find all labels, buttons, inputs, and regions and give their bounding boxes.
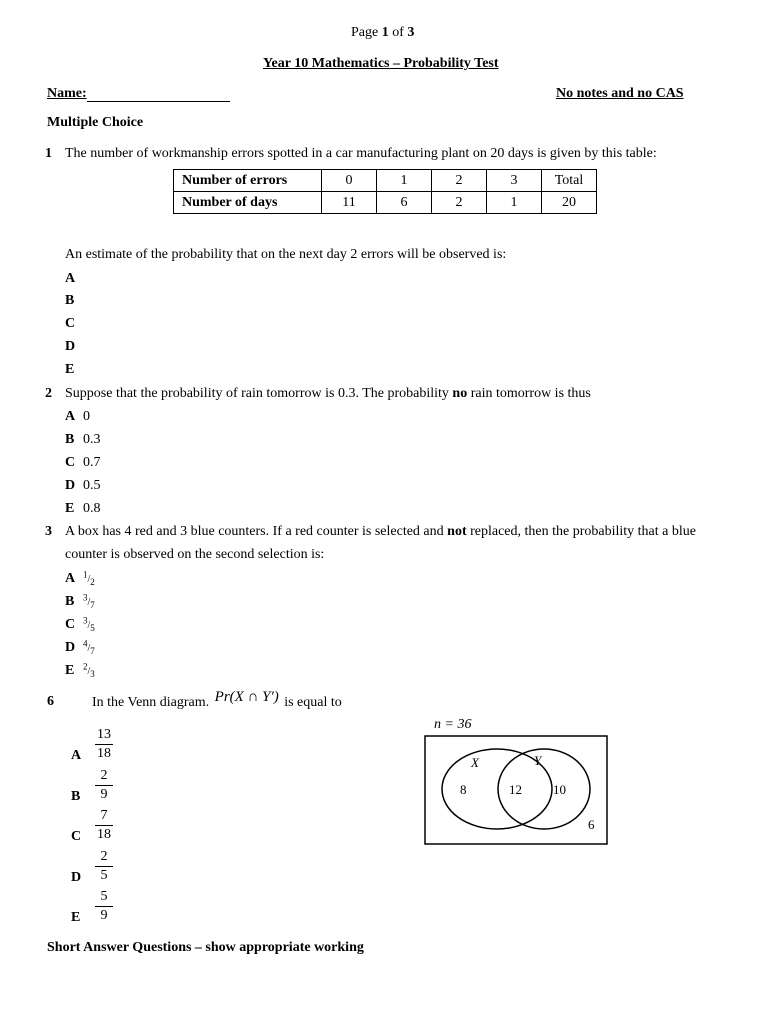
frac-den: 9 — [100, 908, 108, 923]
frac-bar — [95, 906, 113, 907]
q3-text — [65, 524, 696, 540]
q1-prompt: An estimate of the probability that on the next day 2 errors will be observed is: — [65, 247, 507, 262]
page-prefix: Page — [351, 25, 382, 40]
venn-neither-value: 6 — [588, 817, 595, 832]
option-fraction: $^3/_5$ — [83, 616, 95, 634]
page-num: 1 — [381, 25, 389, 40]
frac-num: 2 — [100, 849, 108, 864]
option-letter: E — [65, 501, 75, 516]
option-fraction: $^1/_2$ — [83, 570, 95, 588]
frac-num: 7 — [100, 808, 108, 823]
notes-label: No notes and no CAS — [556, 86, 684, 101]
option-value: 0.5 — [83, 478, 101, 493]
venn-diagram — [420, 712, 620, 852]
q6-option-c-letter[interactable]: C — [71, 829, 82, 844]
q6-option-b-fraction — [95, 768, 113, 803]
q1-number: 1 — [45, 146, 52, 161]
venn-intersection-value: 12 — [509, 782, 522, 797]
q3-option-e[interactable] — [65, 662, 95, 679]
frac-den: 5 — [90, 623, 95, 634]
q3-option-a[interactable] — [65, 570, 95, 587]
q6-number: 6 — [47, 694, 54, 709]
name-label: Name: — [47, 86, 87, 101]
frac-bar — [95, 825, 113, 826]
table-cell: Total — [542, 170, 597, 192]
table-cell: 2 — [432, 192, 487, 214]
table-cell: 3 — [487, 170, 542, 192]
q1-option-c[interactable]: C — [65, 316, 76, 331]
q3-option-d[interactable] — [65, 639, 95, 656]
q2-option-a[interactable] — [65, 409, 90, 425]
page-number — [351, 25, 414, 41]
option-fraction: $^3/_7$ — [83, 593, 95, 611]
frac-bar — [95, 785, 113, 786]
q2-option-c[interactable] — [65, 455, 101, 471]
q6-option-d-fraction — [95, 849, 113, 884]
option-value: 0.7 — [83, 455, 101, 470]
name-field — [47, 86, 230, 102]
errors-table — [173, 169, 597, 214]
q3-text-b: replaced, then the probability that a blue — [466, 524, 696, 539]
frac-den: 7 — [90, 646, 95, 657]
frac-den: 2 — [90, 577, 95, 588]
q3-text-a: A box has 4 red and 3 blue counters. If a red counter is selected and — [65, 524, 448, 539]
page-total: 3 — [407, 25, 415, 40]
frac-num: 13 — [97, 727, 111, 742]
option-letter: B — [65, 432, 75, 447]
option-letter: C — [65, 617, 76, 633]
frac-den: 5 — [100, 868, 108, 883]
q6-text-a: In the Venn diagram. — [92, 695, 210, 710]
q2-text-b: rain tomorrow is thus — [467, 386, 591, 401]
frac-den: 18 — [97, 746, 111, 761]
q2-option-b[interactable] — [65, 432, 101, 448]
q6-option-e-fraction — [95, 889, 113, 924]
option-value: 0 — [83, 409, 90, 424]
frac-num: 3 — [83, 593, 88, 603]
q6-option-b-letter[interactable]: B — [71, 789, 81, 804]
frac-num: 2 — [100, 768, 108, 783]
table-cell: 6 — [377, 192, 432, 214]
frac-num: 2 — [83, 662, 88, 672]
table-cell: 2 — [432, 170, 487, 192]
table-cell: Number of days — [174, 192, 322, 214]
q6-option-a-letter[interactable]: A — [71, 748, 82, 763]
q6-option-e-letter[interactable]: E — [71, 910, 81, 925]
q1-text: The number of workmanship errors spotted in a car manufacturing plant on 20 days is given by this table: — [65, 146, 657, 161]
table-cell: Number of errors — [174, 170, 322, 192]
q6-option-a-fraction — [95, 727, 113, 762]
q6-option-c-fraction — [95, 808, 113, 843]
frac-den: 7 — [90, 600, 95, 611]
frac-bar — [95, 744, 113, 745]
q3-option-b[interactable] — [65, 593, 95, 610]
frac-den: 3 — [90, 669, 95, 680]
venn-y-label: Y — [534, 753, 542, 768]
option-letter: A — [65, 409, 76, 424]
frac-num: 4 — [83, 639, 88, 649]
frac-num: 1 — [83, 570, 88, 580]
table-row — [174, 170, 597, 192]
table-cell: 1 — [487, 192, 542, 214]
option-letter: B — [65, 594, 75, 610]
q1-option-b[interactable]: B — [65, 293, 75, 308]
table-cell: 0 — [322, 170, 377, 192]
table-cell: 1 — [377, 170, 432, 192]
frac-den: 18 — [97, 827, 111, 842]
frac-num: 3 — [83, 616, 88, 626]
q3-number: 3 — [45, 524, 52, 539]
q2-text — [65, 386, 591, 402]
q2-option-e[interactable] — [65, 501, 101, 517]
q2-number: 2 — [45, 386, 52, 401]
q3-text-bold: not — [447, 524, 467, 539]
name-line — [87, 87, 230, 102]
venn-n-label: n = 36 — [434, 717, 472, 732]
frac-den: 9 — [100, 787, 108, 802]
q2-text-bold: no — [452, 386, 468, 401]
frac-num: 5 — [100, 889, 108, 904]
table-cell: 11 — [322, 192, 377, 214]
q2-option-d[interactable] — [65, 478, 101, 494]
table-cell: 20 — [542, 192, 597, 214]
option-fraction: $^4/_7$ — [83, 639, 95, 657]
section-short-answer: Short Answer Questions – show appropriate working — [47, 940, 364, 955]
q1-option-a[interactable]: A — [65, 271, 76, 286]
table-row — [174, 192, 597, 214]
option-fraction: $^2/_3$ — [83, 662, 95, 680]
frac-bar — [95, 866, 113, 867]
section-multiple-choice: Multiple Choice — [47, 115, 144, 130]
q1-option-d[interactable]: D — [65, 339, 76, 354]
q6-option-d-letter[interactable]: D — [71, 870, 82, 885]
option-letter: C — [65, 455, 76, 470]
q6-text-b: is equal to — [284, 695, 342, 710]
page-of: of — [388, 25, 408, 40]
option-letter: D — [65, 478, 76, 493]
venn-x-label: X — [471, 755, 479, 770]
option-letter: E — [65, 663, 75, 679]
option-value: 0.8 — [83, 501, 101, 516]
option-letter: D — [65, 640, 76, 656]
q1-option-e[interactable]: E — [65, 362, 75, 377]
venn-y-only-value: 10 — [553, 782, 566, 797]
q6-text — [92, 689, 342, 711]
q3-option-c[interactable] — [65, 616, 95, 633]
venn-x-only-value: 8 — [460, 782, 467, 797]
q3-text-line2: counter is observed on the second selection is: — [65, 547, 325, 562]
q2-text-a: Suppose that the probability of rain tomorrow is 0.3. The probability — [65, 386, 453, 401]
test-title: Year 10 Mathematics – Probability Test — [263, 56, 499, 71]
option-value: 0.3 — [83, 432, 101, 447]
option-letter: A — [65, 571, 76, 587]
q6-expression: Pr(X ∩ Y') — [214, 689, 279, 705]
